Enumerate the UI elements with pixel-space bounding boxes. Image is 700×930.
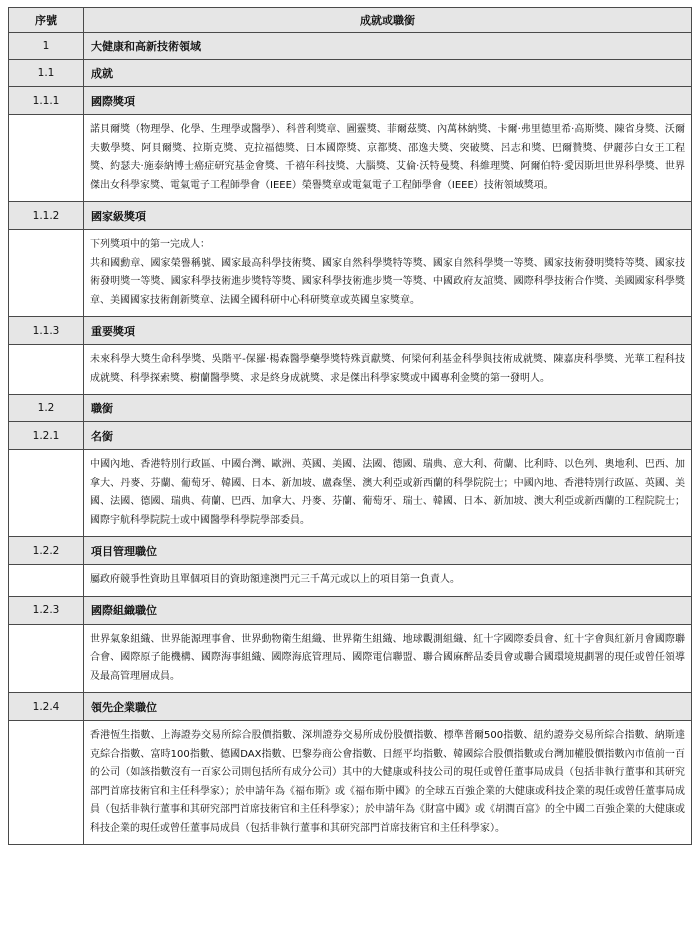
table-row-lv3 [9, 596, 692, 624]
section-label: 大健康和高新技術領域 [84, 33, 692, 60]
section-label: 名銜 [84, 422, 692, 450]
empty-serial-cell [9, 230, 84, 317]
table-row-lv2 [9, 395, 692, 422]
serial-number: 1.2.1 [9, 422, 84, 450]
serial-number: 1.1.1 [9, 87, 84, 115]
table-row-description [9, 721, 692, 845]
header-achievement-title: 成就或職銜 [84, 8, 692, 33]
table-row-description [9, 345, 692, 395]
description-text: 世界氣象組織、世界能源理事會、世界動物衛生組織、世界衛生組織、地球觀測組織、紅十字國際委員會、紅十字會與紅新月會國際聯合會、國際原子能機構、國際海事組織、國際海底管理局、國際電信聯盟、聯合國麻醉品委員會或聯合國環境規劃署的現任或曾任領導及最高管理層成員。 [84, 624, 692, 693]
description-text: 屬政府競爭性資助且單個項目的資助額達澳門元三千萬元或以上的項目第一負責人。 [84, 565, 692, 597]
table-row-lv3 [9, 317, 692, 345]
section-label: 國際組織職位 [84, 596, 692, 624]
description-text: 未來科學大獎生命科學獎、吳階平-保羅·楊森醫學藥學獎特殊貢獻獎、何梁何利基金科學與技術成就獎、陳嘉庚科學獎、光華工程科技成就獎、科學探索獎、樹蘭醫學獎、求是終身成就獎、求是傑出科學家獎或中國專利金獎的第一發明人。 [84, 345, 692, 395]
section-label: 項目管理職位 [84, 537, 692, 565]
serial-number: 1 [9, 33, 84, 60]
section-label: 成就 [84, 60, 692, 87]
header-serial-number: 序號 [9, 8, 84, 33]
table-row-description [9, 115, 692, 202]
serial-number: 1.1.2 [9, 202, 84, 230]
table-row-lv1 [9, 33, 692, 60]
empty-serial-cell [9, 624, 84, 693]
serial-number: 1.2.2 [9, 537, 84, 565]
achievements-table [8, 7, 692, 845]
table-row-description [9, 230, 692, 317]
table-row-description [9, 624, 692, 693]
description-text: 諾貝爾獎（物理學、化學、生理學或醫學）、科普利獎章、圖靈獎、菲爾茲獎、內萬林納獎、卡爾·弗里德里希·高斯獎、陳省身獎、沃爾夫數學獎、阿貝爾獎、拉斯克獎、克拉福德獎、日本國際獎、京都獎、邵逸夫獎、突破獎、呂志和獎、巴爾贊獎、伊麗莎白女王工程獎、約瑟夫·施泰納博士癌症研究基金會獎、千禧年科技獎、大腦獎、艾倫·沃特曼獎、科維理獎、阿爾伯特·愛因斯坦世界科學獎、世界傑出女科學家獎、電氣電子工程師學會（IEEE）榮譽獎章或電氣電子工程師學會（IEEE）技術領域獎項。 [84, 115, 692, 202]
serial-number: 1.2.3 [9, 596, 84, 624]
table-row-lv3 [9, 422, 692, 450]
description-text: 中國內地、香港特別行政區、中國台灣、歐洲、英國、美國、法國、德國、瑞典、意大利、荷蘭、比利時、以色列、奧地利、巴西、加拿大、丹麥、芬蘭、葡萄牙、韓國、日本、新加坡、盧森堡、澳大利亞或新西蘭的科學院院士；中國內地、香港特別行政區、英國、美國、法國、德國、瑞典、荷蘭、巴西、加拿大、丹麥、芬蘭、葡萄牙、瑞士、韓國、日本、新加坡、澳大利亞或新西蘭的工程院院士；國際宇航科學院院士或中國醫學科學院學部委員。 [84, 450, 692, 537]
empty-serial-cell [9, 565, 84, 597]
table-row-lv2 [9, 60, 692, 87]
empty-serial-cell [9, 450, 84, 537]
serial-number: 1.2 [9, 395, 84, 422]
serial-number: 1.1.3 [9, 317, 84, 345]
empty-serial-cell [9, 115, 84, 202]
description-text: 下列獎項中的第一完成人： 共和國勳章、國家榮譽稱號、國家最高科學技術獎、國家自然科學獎特等獎、國家自然科學獎一等獎、國家技術發明獎特等獎、國家技術發明獎一等獎、國家科學技術進步獎特等獎、國家科學技術進步獎一等獎、中國政府友誼獎、國際科學技術合作獎、美國國家科學獎章、美國國家技術創新獎章、法國全國科研中心科研獎章或英國皇家獎章。 [84, 230, 692, 317]
table-row-lv3 [9, 537, 692, 565]
section-label: 領先企業職位 [84, 693, 692, 721]
table-header-row [9, 8, 692, 33]
section-label: 重要獎項 [84, 317, 692, 345]
section-label: 國際獎項 [84, 87, 692, 115]
empty-serial-cell [9, 345, 84, 395]
table-row-lv3 [9, 202, 692, 230]
empty-serial-cell [9, 721, 84, 845]
serial-number: 1.2.4 [9, 693, 84, 721]
table-row-lv3 [9, 693, 692, 721]
section-label: 職銜 [84, 395, 692, 422]
table-row-description [9, 450, 692, 537]
table-row-description [9, 565, 692, 597]
description-text: 香港恆生指數、上海證券交易所綜合股價指數、深圳證券交易所成份股價指數、標準普爾500指數、紐約證券交易所綜合指數、納斯達克綜合指數、富時100指數、德國DAX指數、巴黎券商公會指數、日經平均指數、韓國綜合股價指數或台灣加權股價指數內市值前一百的公司（如該指數沒有一百家公司則包括所有成分公司）其中的大健康或科技公司的現任或曾任董事局成員（包括非執行董事和其研究部門首席技術官和主任科學家）；於申請年為《福布斯》或《福布斯中國》的全球五百強企業的大健康或科技企業的現任或曾任董事局成員（包括非執行董事和其研究部門首席技術官和主任科學家）；於申請年為《財富中國》或《胡潤百富》的全中國二百強企業的大健康或科技企業的現任或曾任董事局成員（包括非執行董事和其研究部門首席技術官和主任科學家）。 [84, 721, 692, 845]
table-body [9, 33, 692, 845]
section-label: 國家級獎項 [84, 202, 692, 230]
serial-number: 1.1 [9, 60, 84, 87]
table-row-lv3 [9, 87, 692, 115]
